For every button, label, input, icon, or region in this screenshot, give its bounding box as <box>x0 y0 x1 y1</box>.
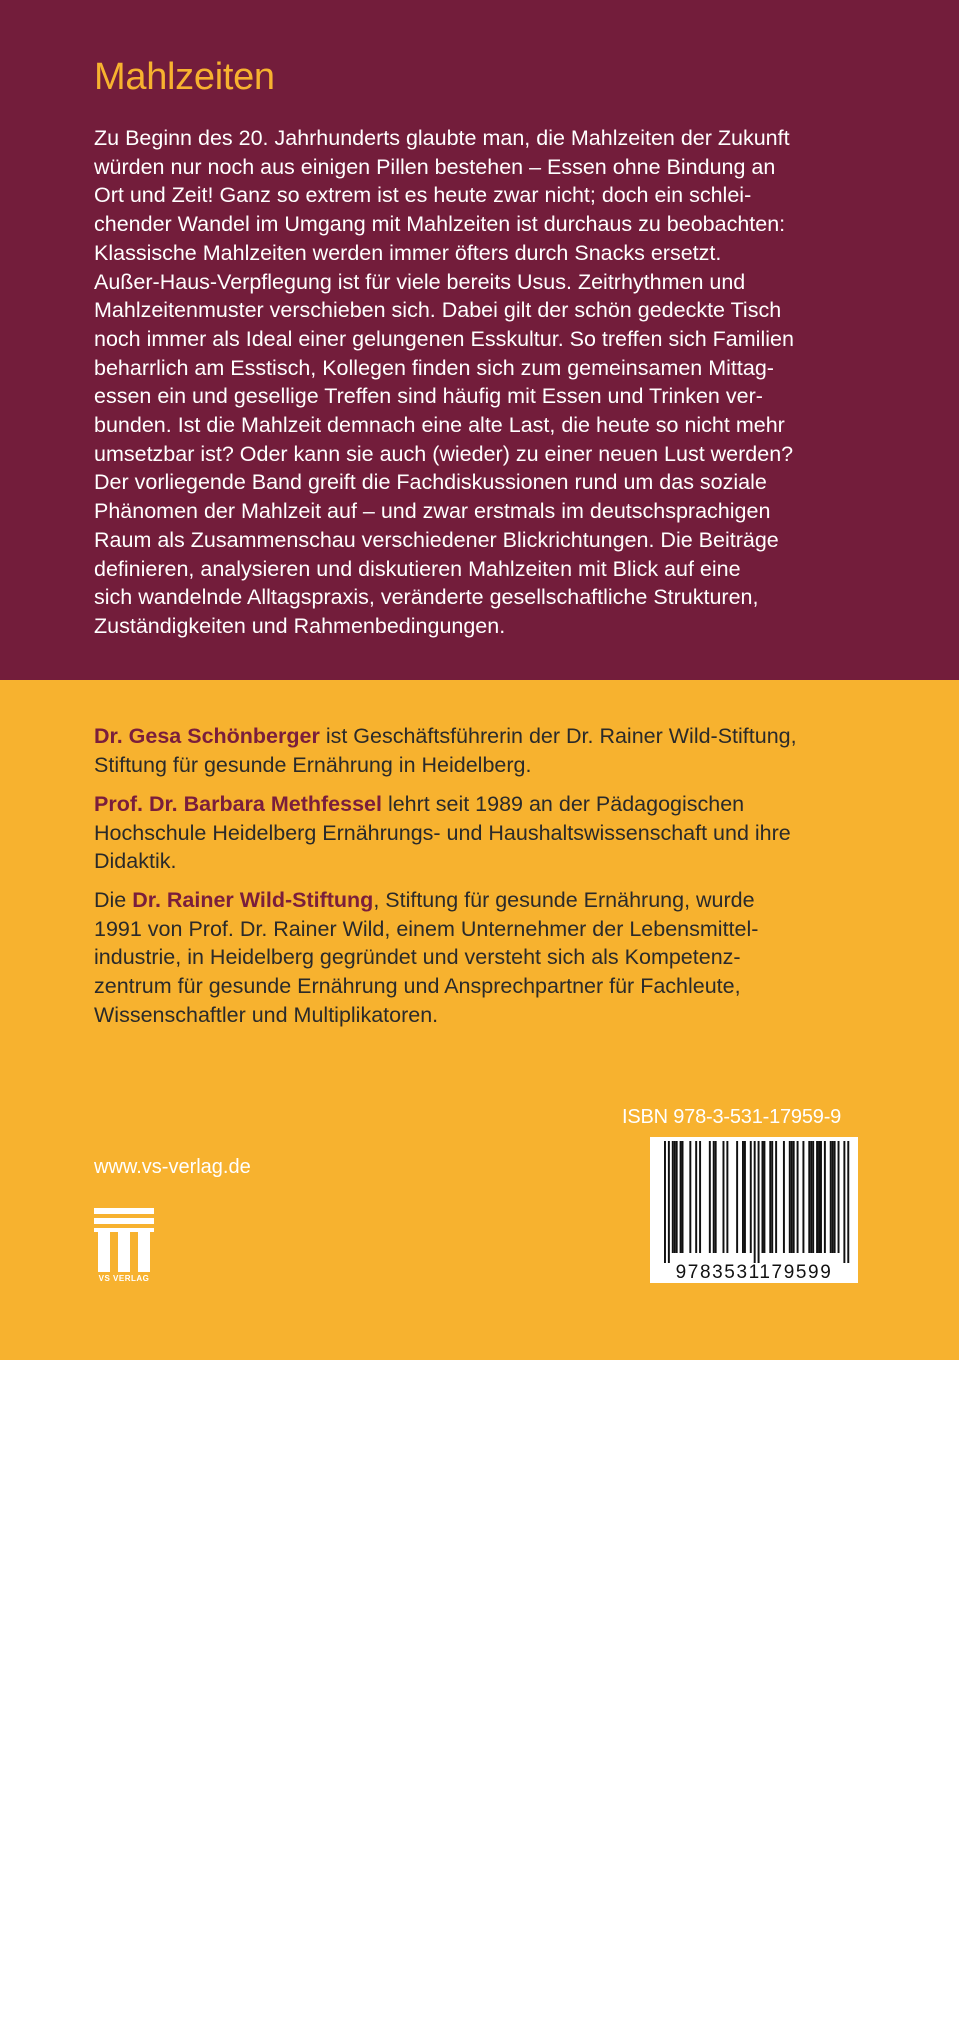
book-title: Mahlzeiten <box>94 56 275 98</box>
barcode-bar <box>754 1141 756 1263</box>
bio-schoenberger <box>94 722 894 779</box>
barcode-bar <box>793 1141 795 1253</box>
bio-text: Wissenschaftler und Multiplikatoren. <box>94 1002 439 1027</box>
diagonal-line <box>0 1360 959 2040</box>
barcode-bar <box>838 1141 840 1253</box>
barcode-bar <box>791 1141 793 1253</box>
barcode-bar <box>709 1141 711 1253</box>
blurb-line: Zu Beginn des 20. Jahrhunderts glaubte man, die Mahlzeiten der Zukunft <box>94 126 790 150</box>
barcode-bar <box>680 1141 682 1253</box>
barcode-bar <box>769 1141 771 1253</box>
barcode-bar <box>843 1141 845 1263</box>
author-name: Dr. Gesa Schönberger <box>94 724 320 748</box>
author-name: Prof. Dr. Barbara Methfessel <box>94 792 382 816</box>
blurb-line: chender Wandel im Umgang mit Mahlzeiten ist durchaus zu beobachten: <box>94 212 786 237</box>
barcode-bar <box>830 1141 832 1253</box>
barcode-bar <box>676 1141 678 1253</box>
barcode-bar <box>742 1141 744 1253</box>
bio-text: industrie, in Heidelberg gegründet und versteht sich als Kompetenz- <box>94 945 741 970</box>
logo-text: VS VERLAG <box>98 1274 150 1283</box>
blurb-line: würden nur noch aus einigen Pillen bestehen – Essen ohne Bindung an <box>94 154 776 179</box>
barcode-bar <box>736 1141 738 1253</box>
barcode-bar <box>834 1141 836 1253</box>
barcode <box>650 1137 858 1283</box>
barcode-bar <box>695 1141 697 1253</box>
blurb-line: sich wandelnde Alltagspraxis, veränderte gesellschaftliche Strukturen, <box>94 585 759 610</box>
bio-text: Die <box>94 888 133 912</box>
barcode-bar <box>726 1141 728 1253</box>
barcode-bar <box>818 1141 820 1253</box>
blurb-line: Der vorliegende Band greift die Fachdiskussionen rund um das soziale <box>94 470 767 495</box>
barcode-bar <box>816 1141 818 1253</box>
barcode-bar <box>668 1141 670 1263</box>
blurb-text <box>94 124 884 641</box>
barcode-bar <box>820 1141 822 1253</box>
bio-text: 1991 von Prof. Dr. Rainer Wild, einem Unternehmer der Lebensmittel- <box>94 916 759 941</box>
bio-methfessel <box>94 790 894 876</box>
blurb-line: bunden. Ist die Mahlzeit demnach eine alte Last, die heute so nicht mehr <box>94 413 785 438</box>
publisher-url[interactable]: www.vs-verlag.de <box>94 1156 251 1178</box>
barcode-bar <box>758 1141 760 1263</box>
barcode-image <box>650 1137 858 1283</box>
barcode-bar <box>763 1141 765 1253</box>
bio-stiftung <box>94 886 894 1030</box>
barcode-bar <box>682 1141 684 1253</box>
barcode-bar <box>674 1141 676 1253</box>
vs-verlag-logo <box>94 1208 154 1284</box>
blurb-line: Raum als Zusammenschau verschiedener Blickrichtungen. Die Beiträge <box>94 527 779 552</box>
barcode-bar <box>762 1141 764 1253</box>
barcode-bar <box>699 1141 701 1253</box>
barcode-bar <box>783 1141 785 1253</box>
blurb-line: Phänomen der Mahlzeit auf – und zwar erstmals im deutschsprachigen <box>94 499 771 524</box>
barcode-bar <box>789 1141 791 1253</box>
barcode-bar <box>775 1141 777 1253</box>
barcode-bar <box>808 1141 810 1253</box>
blurb-line: beharrlich am Esstisch, Kollegen finden sich zum gemeinsamen Mittag- <box>94 355 774 380</box>
barcode-bar <box>750 1141 752 1253</box>
barcode-bar <box>744 1141 746 1253</box>
bio-text: lehrt seit 1989 an der Pädagogischen <box>381 792 745 816</box>
blurb-line: noch immer als Ideal einer gelungenen Esskultur. So treffen sich Familien <box>94 326 794 351</box>
barcode-bar <box>812 1141 814 1253</box>
barcode-bar <box>847 1141 849 1263</box>
barcode-bar <box>672 1141 674 1253</box>
bio-text: zentrum für gesunde Ernährung und Ansprechpartner für Fachleute, <box>94 974 741 999</box>
barcode-bar <box>689 1141 691 1253</box>
bio-text: ist Geschäftsführerin der Dr. Rainer Wild-Stiftung, <box>319 724 797 748</box>
foundation-name: Dr. Rainer Wild-Stiftung <box>132 888 374 912</box>
blurb-line: Ort und Zeit! Ganz so extrem ist es heute zwar nicht; doch ein schlei- <box>94 183 752 208</box>
isbn-label: ISBN 978-3-531-17959-9 <box>622 1106 842 1128</box>
blurb-line: Außer-Haus-Verpflegung ist für viele bereits Usus. Zeitrhythmen und <box>94 269 746 294</box>
barcode-bar <box>771 1141 773 1253</box>
barcode-bar <box>824 1141 826 1253</box>
barcode-bar <box>797 1141 799 1253</box>
blurb-line: umsetzbar ist? Oder kann sie auch (wieder) zu einer neuen Lust werden? <box>94 441 794 466</box>
blurb-line: essen ein und gesellige Treffen sind häufig mit Essen und Trinken ver- <box>94 384 763 409</box>
barcode-bar <box>832 1141 834 1253</box>
barcode-bar <box>723 1141 725 1253</box>
barcode-bar <box>664 1141 666 1263</box>
barcode-digits: 9783531179599 <box>675 1262 833 1283</box>
barcode-bar <box>715 1141 717 1253</box>
bio-text: , Stiftung für gesunde Ernährung, wurde <box>373 888 755 912</box>
bio-text: Hochschule Heidelberg Ernährungs- und Haushaltswissenschaft und ihre <box>94 820 791 845</box>
blurb-line: Mahlzeitenmuster verschieben sich. Dabei gilt der schön gedeckte Tisch <box>94 298 782 323</box>
barcode-bar <box>810 1141 812 1253</box>
blurb-line: Zuständigkeiten und Rahmenbedingungen. <box>94 613 506 638</box>
barcode-bar <box>713 1141 715 1253</box>
top-panel <box>0 0 959 680</box>
bio-text: Stiftung für gesunde Ernährung in Heidelberg. <box>94 752 532 777</box>
bio-text: Didaktik. <box>94 849 177 874</box>
blurb-line: Klassische Mahlzeiten werden immer öfters durch Snacks ersetzt. <box>94 240 722 265</box>
blurb-line: definieren, analysieren und diskutieren Mahlzeiten mit Blick auf eine <box>94 556 741 581</box>
barcode-bar <box>802 1141 804 1253</box>
